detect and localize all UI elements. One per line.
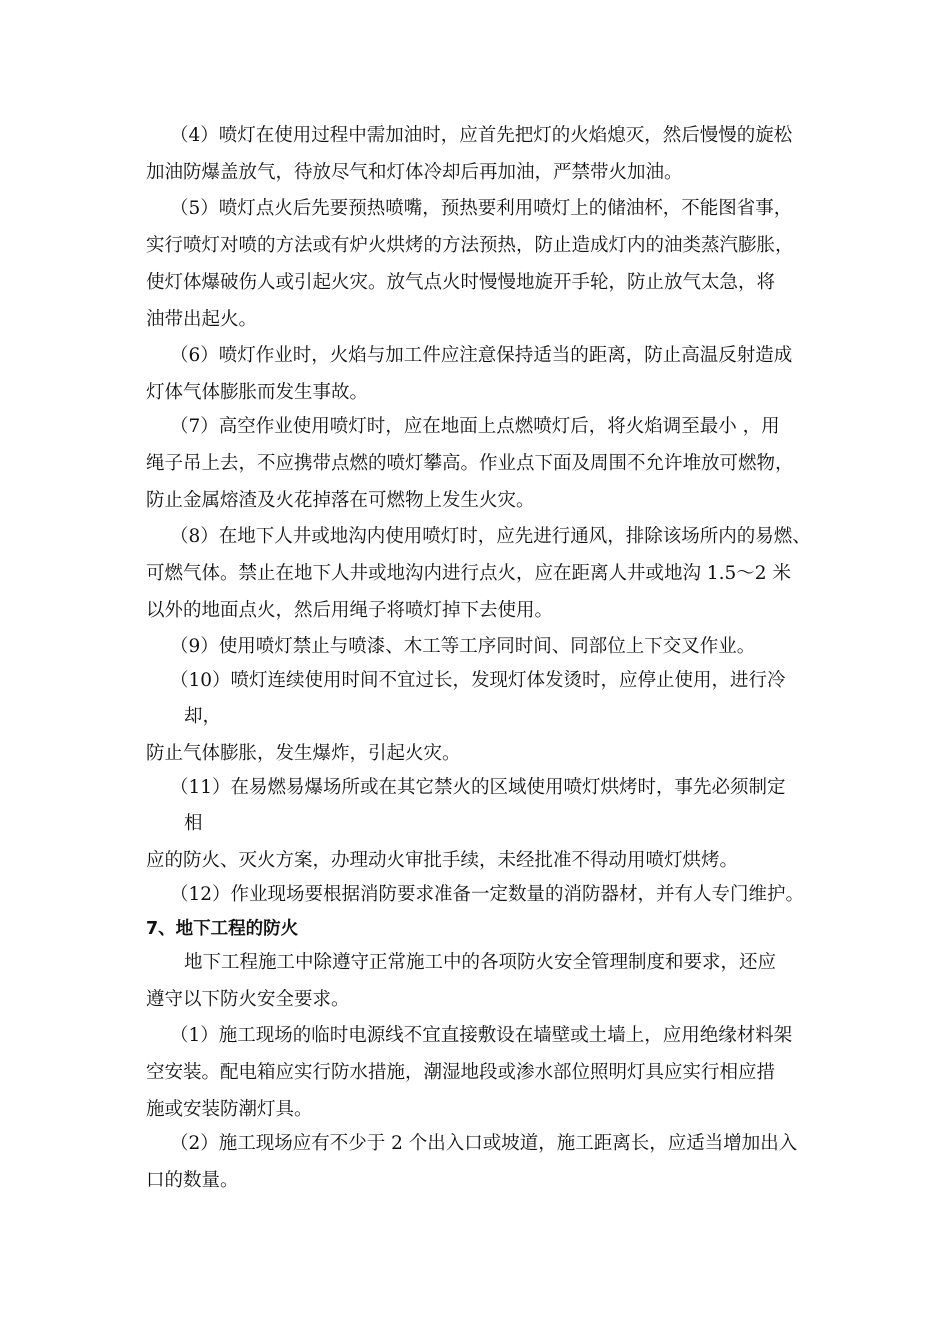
- paragraph-line: （12）作业现场要根据消防要求准备一定数量的消防器材，并有人专门维护。: [170, 884, 805, 905]
- paragraph-line: （4）喷灯在使用过程中需加油时，应首先把灯的火焰熄灭，然后慢慢的旋松: [170, 125, 793, 146]
- paragraph-line: 应的防火、灭火方案，办理动火审批手续，未经批准不得动用喷灯烘烤。: [146, 850, 739, 871]
- paragraph-line: （10）喷灯连续使用时间不宜过长，发现灯体发烫时，应停止使用，进行冷: [170, 670, 786, 691]
- paragraph-line: （6）喷灯作业时，火焰与加工件应注意保持适当的距离，防止高温反射造成: [170, 345, 793, 366]
- paragraph-line: 绳子吊上去，不应携带点燃的喷灯攀高。作业点下面及周围不允许堆放可燃物，: [146, 453, 794, 474]
- paragraph-line: （7）高空作业使用喷灯时，应在地面上点燃喷灯后，将火焰调至最小 ，用: [170, 416, 780, 437]
- paragraph-line: 施或安装防潮灯具。: [146, 1099, 313, 1120]
- paragraph-line: 可燃气体。禁止在地下人井或地沟内进行点火，应在距离人井或地沟 1.5～2 米: [146, 563, 791, 584]
- paragraph-line: （1）施工现场的临时电源线不宜直接敷设在墙壁或土墙上，应用绝缘材料架: [170, 1025, 793, 1046]
- paragraph-line: 口的数量。: [146, 1170, 239, 1191]
- paragraph-line: （2）施工现场应有不少于 2 个出入口或坡道，施工距离长，应适当增加出入: [170, 1133, 798, 1154]
- paragraph-line: （11）在易燃易爆场所或在其它禁火的区域使用喷灯烘烤时，事先必须制定: [170, 777, 786, 798]
- paragraph-line: 实行喷灯对喷的方法或有炉火烘烤的方法预热，防止造成灯内的油类蒸汽膨胀，: [146, 235, 794, 256]
- paragraph-line: 防止金属熔渣及火花掉落在可燃物上发生火灾。: [146, 490, 535, 511]
- paragraph-line: （9）使用喷灯禁止与喷漆、木工等工序同时间、同部位上下交叉作业。: [170, 636, 756, 657]
- paragraph-line: 地下工程施工中除遵守正常施工中的各项防火安全管理制度和要求，还应: [184, 952, 777, 973]
- paragraph-line: 防止气体膨胀，发生爆炸，引起火灾。: [146, 743, 461, 764]
- paragraph-line: 空安装。配电箱应实行防水措施，潮湿地段或渗水部位照明灯具应实行相应措: [146, 1062, 776, 1083]
- paragraph-line: （5）喷灯点火后先要预热喷嘴，预热要利用喷灯上的储油杯，不能图省事，: [170, 198, 793, 219]
- paragraph-line: 使灯体爆破伤人或引起火灾。放气点火时慢慢地旋开手轮，防止放气太急，将: [146, 272, 776, 293]
- paragraph-line: 加油防爆盖放气，待放尽气和灯体冷却后再加油，严禁带火加油。: [146, 162, 683, 183]
- paragraph-line: 遵守以下防火安全要求。: [146, 989, 350, 1010]
- paragraph-line: 灯体气体膨胀而发生事故。: [146, 382, 369, 403]
- section-heading: 7、地下工程的防火: [146, 919, 299, 939]
- paragraph-line: 却，: [184, 706, 222, 727]
- paragraph-line: 油带出起火。: [146, 309, 258, 330]
- paragraph-line: 相: [184, 813, 203, 834]
- paragraph-line: （8）在地下人井或地沟内使用喷灯时，应先进行通风，排除该场所内的易燃、: [170, 526, 811, 547]
- paragraph-line: 以外的地面点火，然后用绳子将喷灯掉下去使用。: [146, 600, 554, 621]
